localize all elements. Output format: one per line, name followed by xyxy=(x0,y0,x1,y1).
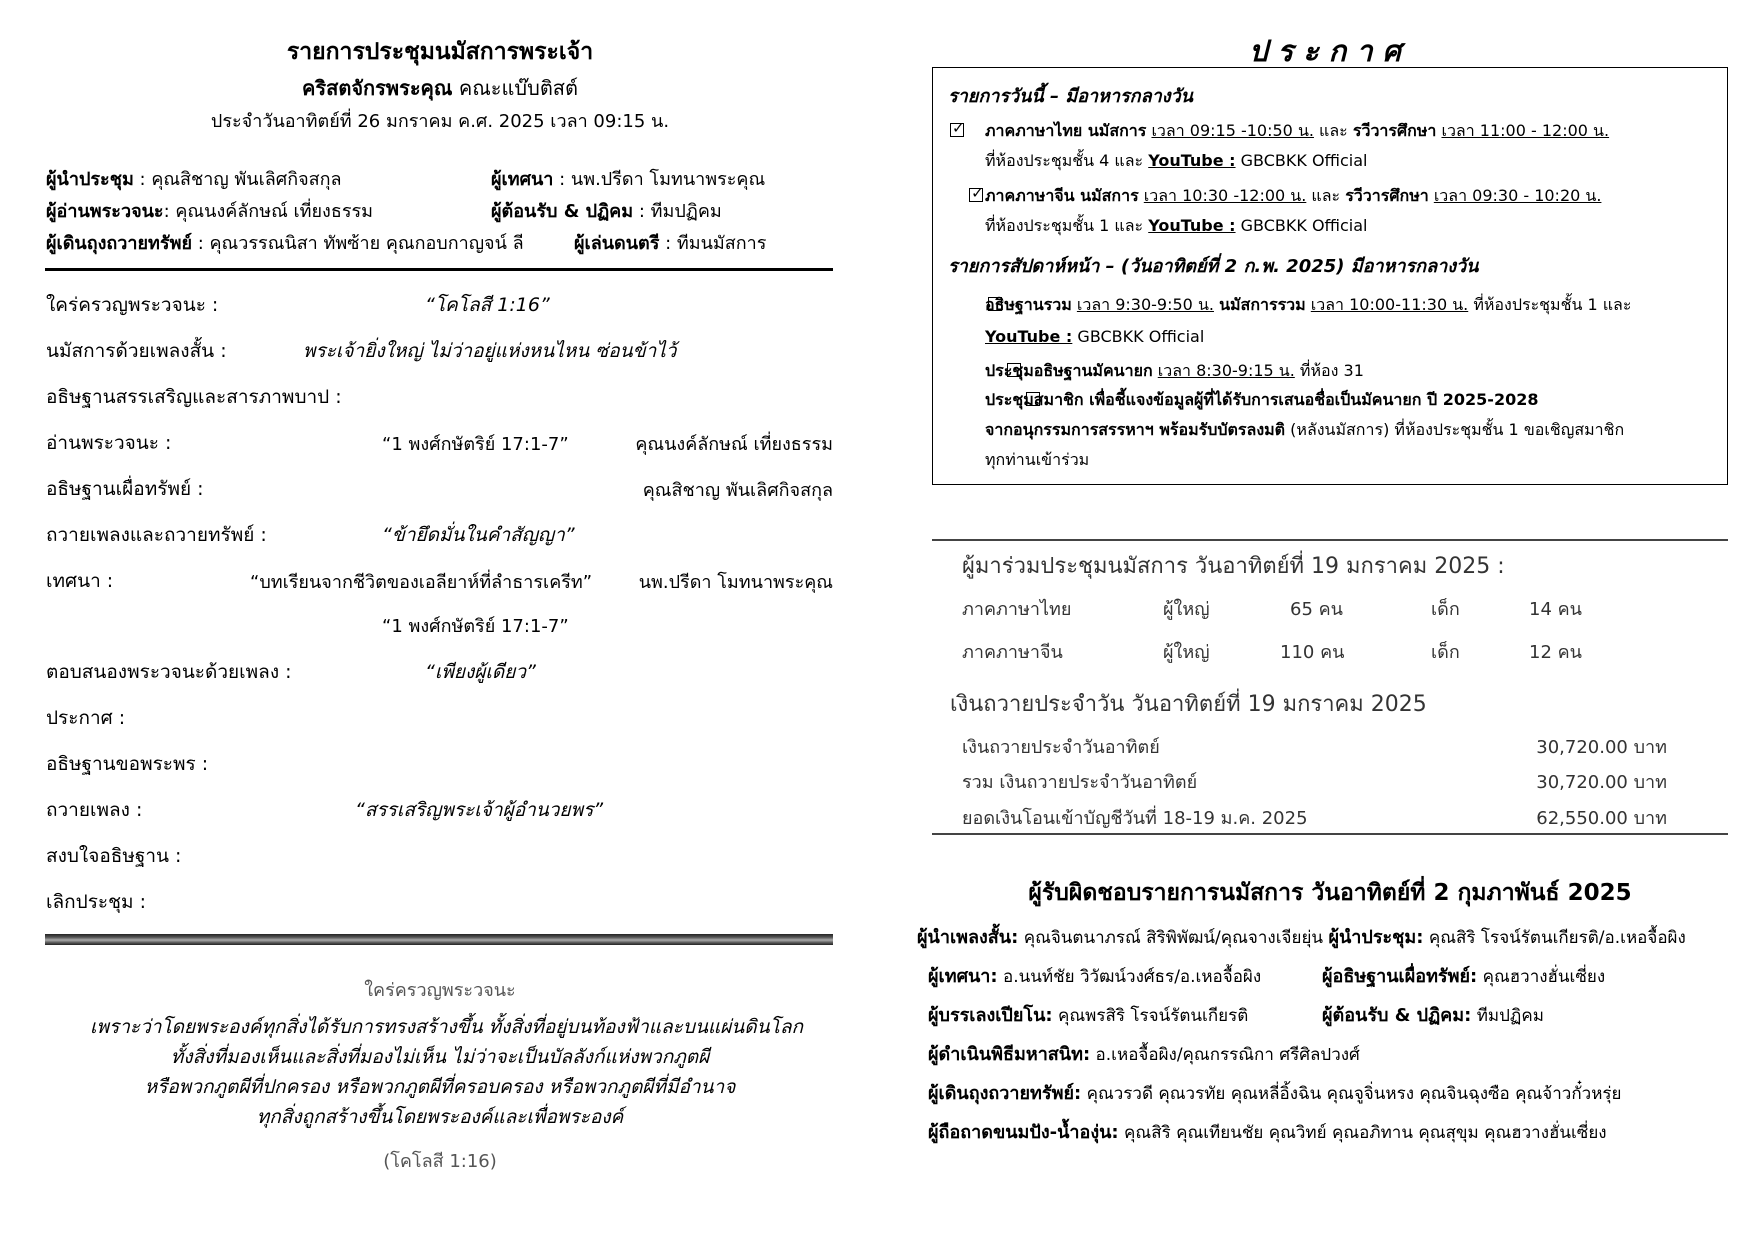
order-person: นพ.ปรีดา โมทนาพระคุณ xyxy=(638,572,833,593)
person-label: ผู้อ่านพระวจนะ xyxy=(46,201,164,222)
role-label: ผู้นำประชุม: xyxy=(1328,927,1424,948)
verse-line: ทุกสิ่งถูกสร้างขึ้นโดยพระองค์และเพื่อพระองค์ xyxy=(256,1106,624,1128)
person-greeter xyxy=(491,196,722,225)
role-label: ผู้เทศนา: xyxy=(928,966,998,987)
order-label: ตอบสนองพระวจนะด้วยเพลง : xyxy=(46,661,292,683)
person-value: : คุณนงค์ลักษณ์ เที่ยงธรรม xyxy=(163,201,374,222)
role-value: คุณวรวดี คุณวรทัย คุณหลี่อิ้งฉิน คุณจูจิ่นหรง คุณจินฉุงซือ คุณจ้าวกั๋วหรุ่ย xyxy=(1081,1084,1622,1104)
attendance-adult-count: 110 คน xyxy=(1280,642,1345,663)
church-name xyxy=(45,72,835,104)
offering-amount: 62,550.00 บาท xyxy=(1536,808,1667,829)
order-label: อธิษฐานเผื่อทรัพย์ : xyxy=(46,478,204,500)
verse-line: หรือพวกภูตผีที่ปกครอง หรือพวกภูตผีที่ครอบครอง หรือพวกภูตผีที่มีอำนาจ xyxy=(144,1076,736,1098)
role-label: ผู้ถือถาดขนมปัง-น้ำองุ่น: xyxy=(928,1122,1119,1143)
order-song: “ข้ายึดมั่นในคำสัญญา” xyxy=(382,524,575,546)
person-value: : ทีมนมัสการ xyxy=(659,233,767,254)
role-value: คุณจินตนาภรณ์ สิริพิพัฒน์/คุณจางเจียยุ่น xyxy=(1018,928,1329,948)
role-label: ผู้เดินถุงถวายทรัพย์: xyxy=(928,1083,1082,1104)
role-value: คุณสิริ คุณเทียนชัย คุณวิทย์ คุณอภิทาน คุณสุขุม คุณฮวางฮั่นเซี่ยง xyxy=(1118,1123,1607,1143)
responsible-title: ผู้รับผิดชอบรายการนมัสการ วันอาทิตย์ที่ 2 กุมภาพันธ์ 2025 xyxy=(1028,880,1632,906)
role-label: ผู้ต้อนรับ & ปฏิคม: xyxy=(1322,1005,1472,1026)
attendance-group: ภาคภาษาไทย xyxy=(962,599,1072,620)
offering-label: ยอดเงินโอนเข้าบัญชีวันที่ 18-19 ม.ค. 2025 xyxy=(962,808,1308,829)
person-label: ผู้นำประชุม xyxy=(46,169,134,190)
verse-line: ทั้งสิ่งที่มองเห็นและสิ่งที่มองไม่เห็น ไม่ว่าจะเป็นบัลลังก์แห่งพวกภูตผี xyxy=(170,1046,710,1068)
order-song: “เพียงผู้เดียว” xyxy=(425,661,536,683)
attendance-top-rule xyxy=(932,539,1728,541)
person-leader xyxy=(46,164,342,193)
order-label: นมัสการด้วยเพลงสั้น : xyxy=(46,340,227,362)
thai-service-label: ภาคภาษาไทย นมัสการ xyxy=(985,121,1147,140)
person-label: ผู้เดินถุงถวายทรัพย์ xyxy=(46,233,192,254)
church-name-bold: คริสตจักรพระคุณ xyxy=(302,76,453,100)
responsible-line xyxy=(928,1117,1607,1146)
attendance-adult-label: ผู้ใหญ่ xyxy=(1163,642,1210,663)
responsible-line xyxy=(928,1039,1360,1068)
person-offering xyxy=(46,228,524,257)
attendance-child-label: เด็ก xyxy=(1431,599,1460,620)
responsible-line xyxy=(917,922,1686,951)
order-label: อ่านพระวจนะ : xyxy=(46,432,172,454)
order-label: ประกาศ : xyxy=(46,707,126,729)
offering-amount: 30,720.00 บาท xyxy=(1536,772,1667,793)
role-value: อ.นนท์ชัย วิวัฒน์วงศ์ธร/อ.เหอจื้อผิง xyxy=(997,967,1262,987)
attendance-heading: ผู้มาร่วมประชุมนมัสการ วันอาทิตย์ที่ 19 มกราคม 2025 : xyxy=(962,554,1505,579)
conjunction: และ xyxy=(1313,121,1353,140)
checkbox-checked-icon xyxy=(950,123,964,137)
verse-block xyxy=(90,975,803,1175)
attendance-adult-count: 65 คน xyxy=(1290,599,1343,620)
location: ที่ห้องประชุมชั้น 1 และ xyxy=(985,216,1149,235)
youtube-label: YouTube : xyxy=(985,327,1073,346)
order-song: “สรรเสริญพระเจ้าผู้อำนวยพร” xyxy=(355,799,604,821)
sunday-school-time: เวลา 09:30 - 10:20 น. xyxy=(1433,186,1602,205)
sermon-scripture: “1 พงศ์กษัตริย์ 17:1-7” xyxy=(382,616,569,637)
offering-amount: 30,720.00 บาท xyxy=(1536,737,1667,758)
chinese-service-time: เวลา 10:30 -12:00 น. xyxy=(1143,186,1307,205)
youtube-label: YouTube : xyxy=(1148,216,1236,235)
person-label: ผู้ต้อนรับ & ปฏิคม xyxy=(491,201,634,222)
today-heading: รายการวันนี้ – มีอาหารกลางวัน xyxy=(948,86,1193,107)
verse-line: เพราะว่าโดยพระองค์ทุกสิ่งได้รับการทรงสร้างขึ้น ทั้งสิ่งที่อยู่บนท้องฟ้าและบนแผ่นดินโลก xyxy=(90,1016,803,1038)
sunday-school-label: รวีวารศึกษา xyxy=(1352,121,1437,140)
youtube-channel: GBCBKK Official xyxy=(1072,327,1205,346)
role-label: ผู้อธิษฐานเผื่อทรัพย์: xyxy=(1322,966,1478,987)
order-label: ถวายเพลงและถวายทรัพย์ : xyxy=(46,524,267,546)
member-meeting-line2-rest: (หลังนมัสการ) ที่ห้องประชุมชั้น 1 ขอเชิญสมาชิก xyxy=(1285,420,1625,439)
order-label: เลิกประชุม : xyxy=(46,891,146,913)
announcement-deacon-prayer xyxy=(985,359,1364,384)
order-label: ถวายเพลง : xyxy=(46,799,143,821)
offering-label: เงินถวายประจำวันอาทิตย์ xyxy=(962,737,1160,758)
announcement-thai-location xyxy=(985,149,1368,174)
verse-reference: (โคโลสี 1:16) xyxy=(383,1151,497,1172)
order-scripture: “โคโลสี 1:16” xyxy=(425,294,550,316)
announcement-chinese xyxy=(985,184,1601,209)
role-value: คุณฮวางฮั่นเซี่ยง xyxy=(1477,967,1606,987)
joint-prayer-label: อธิษฐานรวม xyxy=(985,295,1072,314)
role-value: คุณพรสิริ โรจน์รัตนเกียรติ xyxy=(1052,1006,1249,1026)
attendance-group: ภาคภาษาจีน xyxy=(962,642,1063,663)
announcement-member-meeting xyxy=(985,388,1538,413)
church-denomination: คณะแบ๊บติสต์ xyxy=(452,76,578,100)
sermon-title: “บทเรียนจากชีวิตของเอลียาห์ที่ลำธารเครีท” xyxy=(250,572,593,593)
bulletin-title: รายการประชุมนมัสการพระเจ้า xyxy=(286,39,594,65)
youtube-channel: GBCBKK Official xyxy=(1235,151,1368,170)
section-divider xyxy=(45,934,833,945)
responsible-line xyxy=(1322,961,1605,990)
member-meeting-line2: จากอนุกรรมการสรรหาฯ พร้อมรับบัตรลงมติ xyxy=(985,420,1286,439)
member-meeting-line1: ประชุมสมาชิก เพื่อชี้แจงข้อมูลผู้ที่ได้รับการเสนอชื่อเป็นมัคนายก ปี 2025-2028 xyxy=(985,390,1539,409)
service-date: ประจำวันอาทิตย์ที่ 26 มกราคม ค.ศ. 2025 เวลา 09:15 น. xyxy=(210,111,670,132)
announcement-member-meeting-2 xyxy=(985,418,1624,443)
deacon-prayer-label: ประชุมอธิษฐานมัคนายก xyxy=(985,361,1153,380)
person-musician xyxy=(574,228,766,257)
person-preacher xyxy=(491,164,765,193)
person-reader xyxy=(46,196,373,225)
sunday-school-time: เวลา 11:00 - 12:00 น. xyxy=(1441,121,1610,140)
role-value: อ.เหอจื้อผิง/คุณกรรณิกา ศรีศิลปวงศ์ xyxy=(1090,1045,1360,1065)
joint-service-label: นมัสการรวม xyxy=(1219,295,1306,314)
role-value: คุณสิริ โรจน์รัตนเกียรติ/อ.เหอจื้อผิง xyxy=(1423,928,1686,948)
person-value: : คุณวรรณนิสา ทัพซ้าย คุณกอบกาญจน์ ลี xyxy=(192,233,524,254)
conjunction: และ xyxy=(1306,186,1346,205)
offering-label: รวม เงินถวายประจำวันอาทิตย์ xyxy=(962,772,1198,793)
thai-service-time: เวลา 09:15 -10:50 น. xyxy=(1151,121,1314,140)
person-label: ผู้เทศนา xyxy=(491,169,554,190)
announcement-member-meeting-3: ทุกท่านเข้าร่วม xyxy=(985,450,1090,469)
sunday-school-label: รวีวารศึกษา xyxy=(1345,186,1429,205)
announcement-joint-service xyxy=(985,293,1631,318)
verse-heading: ใคร่ครวญพระวจนะ xyxy=(364,980,516,1001)
attendance-child-label: เด็ก xyxy=(1431,642,1460,663)
person-value: : ทีมปฏิคม xyxy=(633,201,722,222)
announcement-joint-youtube xyxy=(985,327,1204,346)
order-label: อธิษฐานขอพระพร : xyxy=(46,753,209,775)
person-label: ผู้เล่นดนตรี xyxy=(574,233,660,254)
responsible-line xyxy=(1322,1000,1544,1029)
announcements-title: ประกาศ xyxy=(1249,34,1411,68)
announcement-thai xyxy=(985,119,1609,144)
location: ที่ห้องประชุมชั้น 1 และ xyxy=(1468,295,1632,314)
chinese-service-label: ภาคภาษาจีน นมัสการ xyxy=(985,186,1139,205)
attendance-adult-label: ผู้ใหญ่ xyxy=(1163,599,1210,620)
role-label: ผู้ดำเนินพิธีมหาสนิท: xyxy=(928,1044,1091,1065)
checkbox-checked-icon xyxy=(969,188,983,202)
announcement-chinese-location xyxy=(985,214,1368,239)
order-label: สงบใจอธิษฐาน : xyxy=(46,845,182,867)
youtube-channel: GBCBKK Official xyxy=(1235,216,1368,235)
location: ที่ห้องประชุมชั้น 4 และ xyxy=(985,151,1149,170)
joint-service-time: เวลา 10:00-11:30 น. xyxy=(1310,295,1469,314)
order-person: คุณสิชาญ พันเลิศกิจสกุล xyxy=(642,480,833,501)
person-value: : นพ.ปรีดา โมทนาพระคุณ xyxy=(553,169,766,190)
next-week-heading: รายการสัปดาห์หน้า – (วันอาทิตย์ที่ 2 ก.พ. 2025) มีอาหารกลางวัน xyxy=(948,256,1479,277)
attendance-child-count: 12 คน xyxy=(1529,642,1582,663)
responsible-line xyxy=(928,1000,1248,1029)
order-label: อธิษฐานสรรเสริญและสารภาพบาป : xyxy=(46,386,342,408)
youtube-label: YouTube : xyxy=(1148,151,1236,170)
order-person: คุณนงค์ลักษณ์ เที่ยงธรรม xyxy=(635,434,833,455)
joint-prayer-time: เวลา 9:30-9:50 น. xyxy=(1076,295,1214,314)
location: ที่ห้อง 31 xyxy=(1294,361,1364,380)
header-divider xyxy=(45,268,833,271)
person-value: : คุณสิชาญ พันเลิศกิจสกุล xyxy=(133,169,342,190)
role-label: ผู้บรรเลงเปียโน: xyxy=(928,1005,1053,1026)
deacon-prayer-time: เวลา 8:30-9:15 น. xyxy=(1157,361,1295,380)
order-song: พระเจ้ายิ่งใหญ่ ไม่ว่าอยู่แห่งหนไหน ซ่อนข้าไว้ xyxy=(303,340,677,362)
responsible-line xyxy=(928,961,1261,990)
role-value: ทีมปฏิคม xyxy=(1471,1006,1544,1026)
attendance-child-count: 14 คน xyxy=(1529,599,1582,620)
order-label: เทศนา : xyxy=(46,570,114,592)
order-label: ใคร่ครวญพระวจนะ : xyxy=(46,294,219,316)
role-label: ผู้นำเพลงสั้น: xyxy=(917,927,1019,948)
attendance-bottom-rule xyxy=(932,833,1728,835)
order-scripture: “1 พงศ์กษัตริย์ 17:1-7” xyxy=(382,434,569,455)
offering-heading: เงินถวายประจำวัน วันอาทิตย์ที่ 19 มกราคม 2025 xyxy=(950,692,1427,717)
responsible-line xyxy=(928,1078,1622,1107)
